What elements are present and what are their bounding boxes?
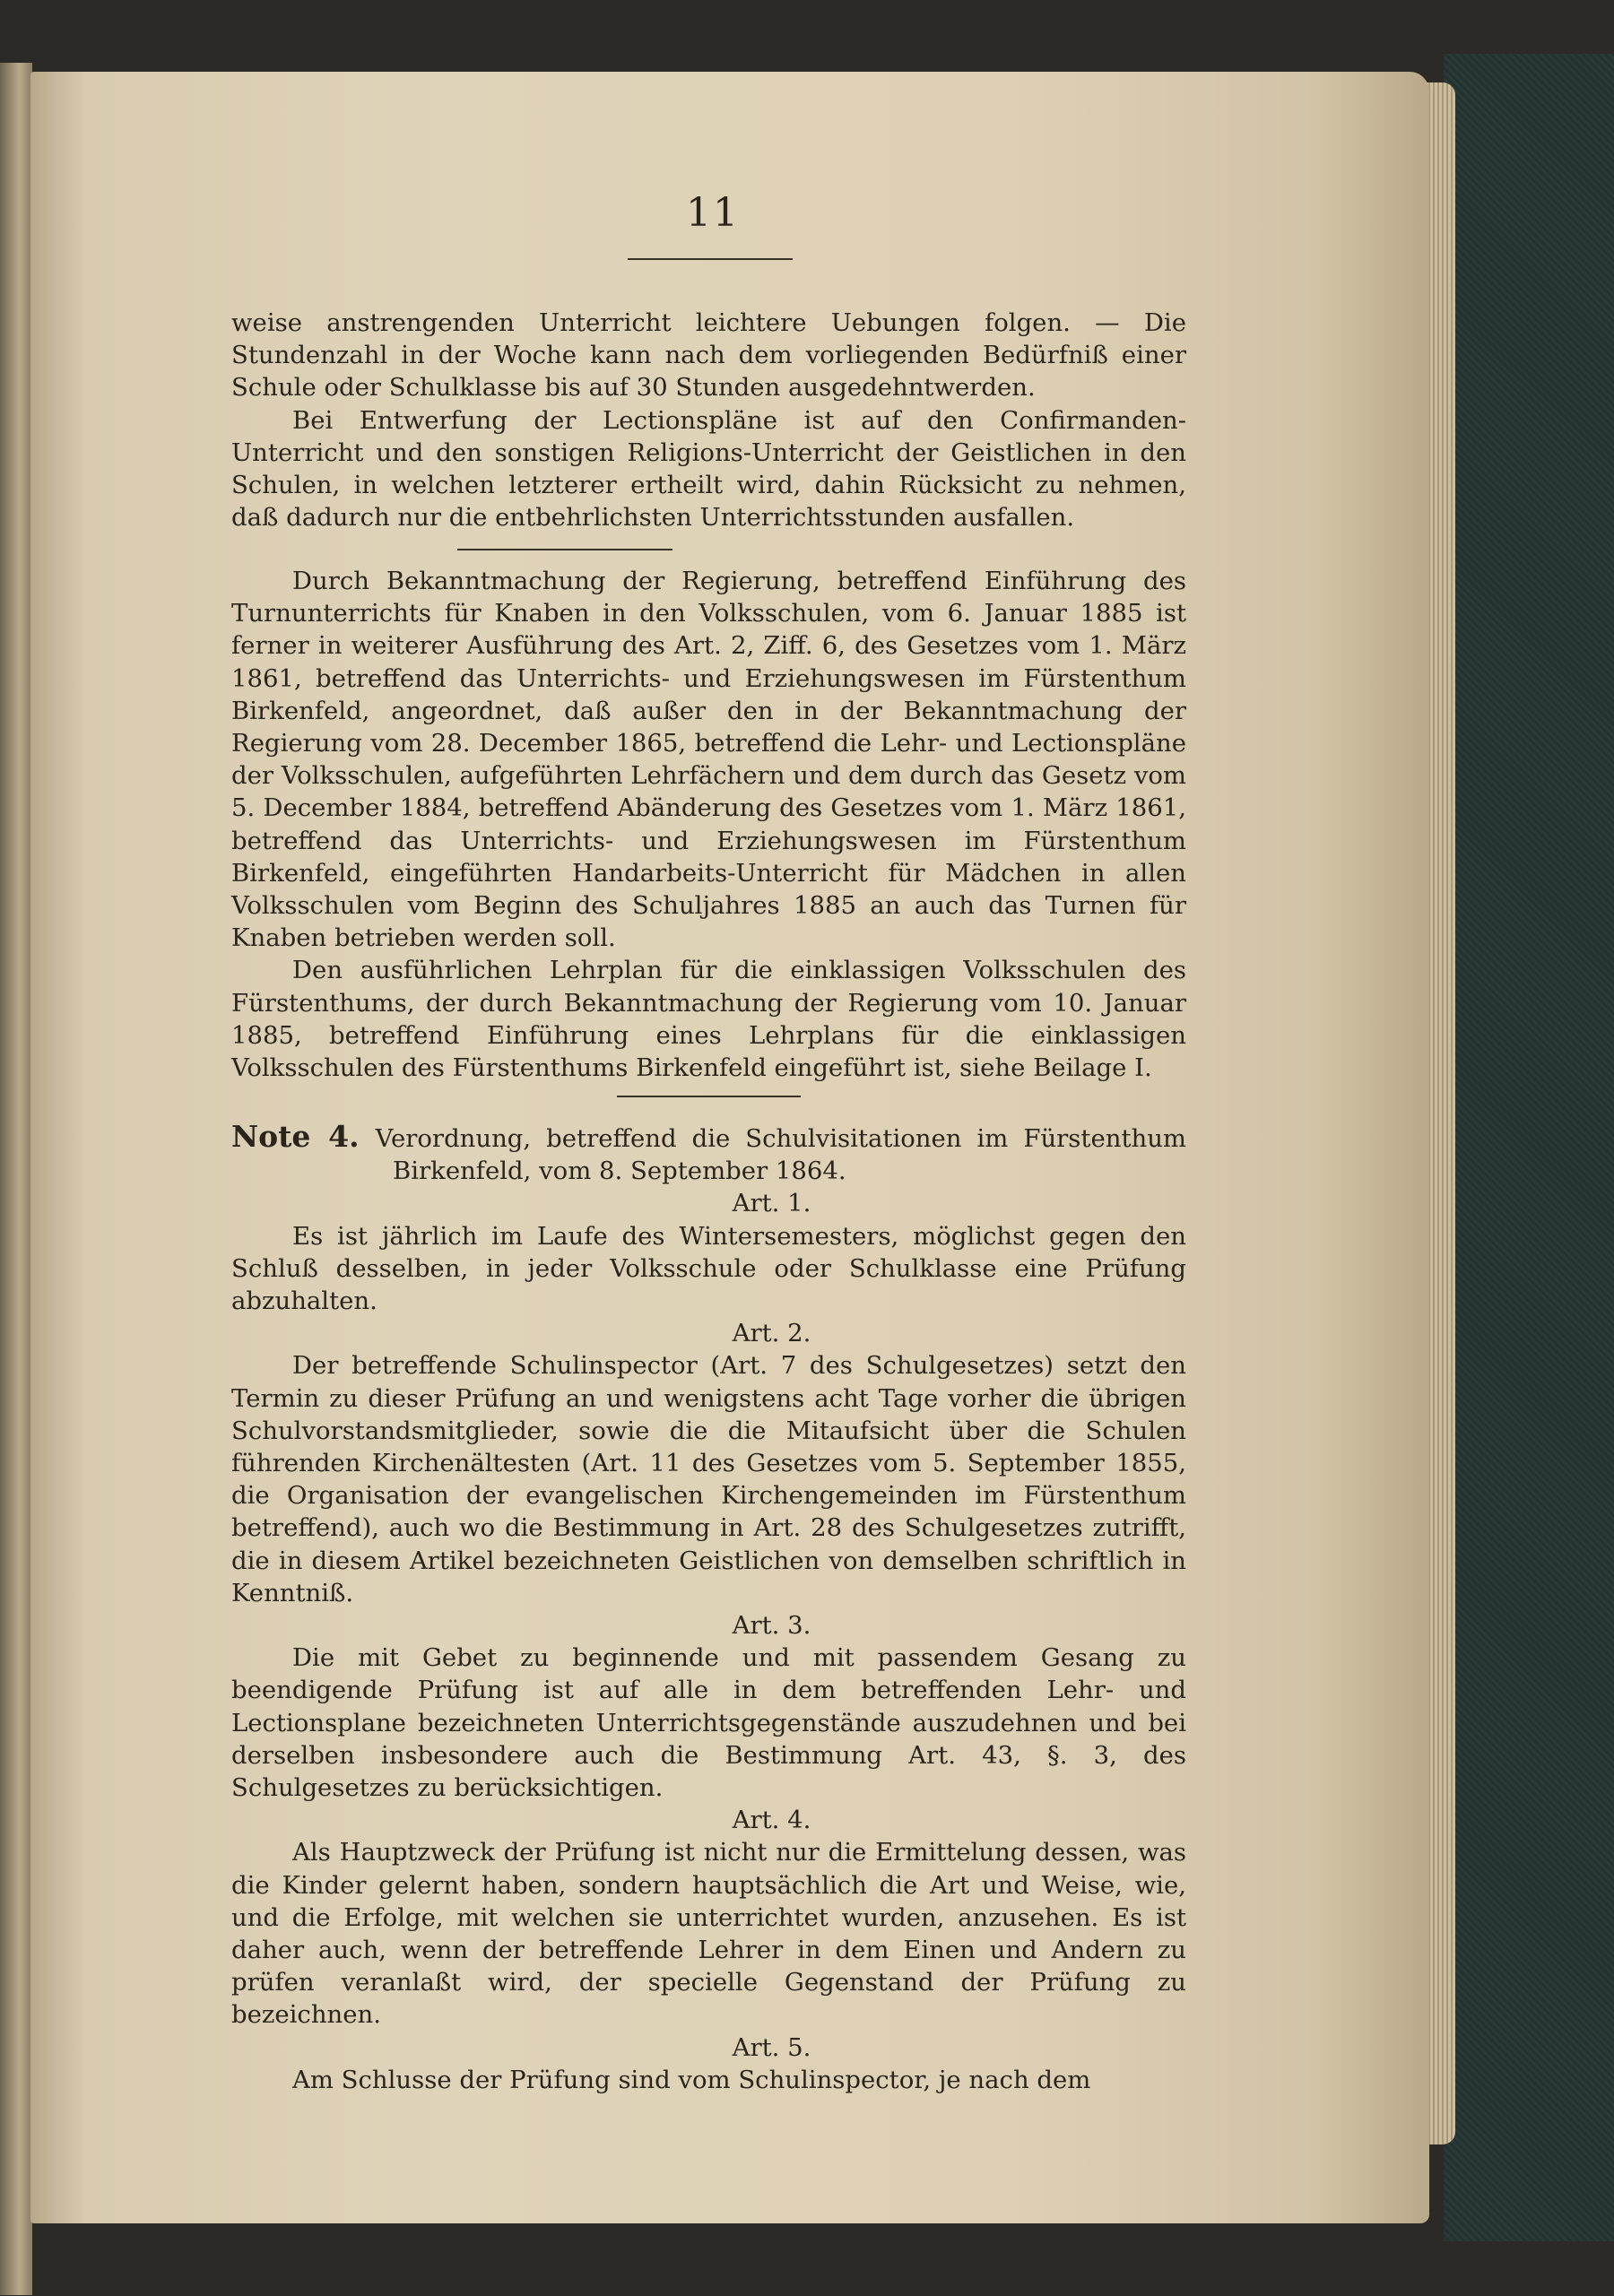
section-divider [457,549,672,550]
section-divider [617,1096,801,1097]
paragraph: Bei Entwerfung der Lectionspläne ist auf den Confirmanden-Unterricht und den sonstigen Religions-Unterricht der Geistlichen in den Schulen, in welchen letzterer ertheilt wird, dahin Rücksicht zu nehmen, daß dadurch nur die entbehrlichsten Unterrichtsstunden ausfallen. [231,405,1186,533]
paragraph: Durch Bekanntmachung der Regierung, betreffend Einführung des Turnunterrichts für Knaben in den Volksschulen, vom 6. Januar 1885 ist ferner in weiterer Ausführung des Art. 2, Ziff. 6, des Gesetzes vom 1. März 1861, betreffend das Unterrichts- und Erziehungswesen im Fürstenthum Birkenfeld, angeordnet, daß außer den in der Bekanntmachung der Regierung vom 28. December 1865, betreffend die Lehr- und Lectionspläne der Volksschulen, aufgeführten Lehrfächern und dem durch das Gesetz vom 5. December 1884, betreffend Abänderung des Gesetzes vom 1. März 1861, betreffend das Unterrichts- und Erziehungswesen im Fürstenthum Birkenfeld, eingeführten Handarbeits-Unterricht für Mädchen in allen Volksschulen vom Beginn des Schuljahres 1885 an auch das Turnen für Knaben betrieben werden soll. [231,567,1186,953]
note-heading [231,1121,1186,1187]
paragraph: weise anstrengenden Unterricht leichtere Uebungen folgen. — Die Stundenzahl in der Woche kann nach dem vorliegenden Bedürfniß einer Schule oder Schulklasse bis auf 30 Stunden ausgedehntwerden. [231,308,1186,403]
left-page-edge [0,63,32,2295]
book-cover [1444,54,1614,2241]
article-text: Es ist jährlich im Laufe des Wintersemesters, möglichst gegen den Schluß desselben, in jeder Volksschule oder Schulklasse eine Prüfung abzuhalten. [231,1221,1186,1316]
article-heading: Art. 3. [732,1611,811,1641]
text-block-1 [231,307,1186,533]
note-title: Verordnung, betreffend die Schulvisitationen im Fürstenthum Birkenfeld, vom 8. September 1864. [375,1124,1186,1186]
article-text: Am Schlusse der Prüfung sind vom Schulinspector, je nach dem [292,2065,1091,2094]
note-label: Note 4. [231,1119,360,1154]
article-heading: Art. 4. [732,1806,811,1835]
text-block-2 [231,565,1186,1084]
article-text: Der betreffende Schulinspector (Art. 7 des Schulgesetzes) setzt den Termin zu dieser Prüfung an und wenigstens acht Tage vorher die übrigen Schulvorstandsmitglieder, sowie die die Mitaufsicht über die Schulen führenden Kirchenältesten (Art. 11 des Gesetzes vom 5. September 1855, die Organisation der evangelischen Kirchengemeinden im Fürstenthum betreffend), auch wo die Bestimmung in Art. 28 des Schulgesetzes zutrifft, die in diesem Artikel bezeichneten Geistlichen von demselben schriftlich in Kenntniß. [231,1351,1186,1607]
article-text: Die mit Gebet zu beginnende und mit passendem Gesang zu beendigende Prüfung ist auf alle in dem betreffenden Lehr- und Lectionsplane bezeichneten Unterrichtsgegenstände auszudehnen und bei derselben insbesondere auch die Bestimmung Art. 43, §. 3, des Schulgesetzes zu berücksichtigen. [231,1643,1186,1803]
header-rule [628,258,793,260]
article-heading: Art. 2. [732,1319,811,1348]
page-number: 11 [686,190,740,236]
note-section [231,1121,1186,2096]
article-text: Als Hauptzweck der Prüfung ist nicht nur die Ermittelung dessen, was die Kinder gelernt haben, sondern hauptsächlich die Art und Weise, wie, und die Erfolge, mit welchen sie unterrichtet wurden, anzusehen. Es ist daher auch, wenn der betreffende Lehrer in dem Einen und Andern zu prüfen veranlaßt wird, der specielle Gegenstand der Prüfung zu bezeichnen. [231,1838,1186,2030]
article-heading: Art. 5. [732,2032,811,2062]
paragraph: Den ausführlichen Lehrplan für die einklassigen Volksschulen des Fürstenthums, der durch Bekanntmachung der Regierung vom 10. Januar 1885, betreffend Einführung eines Lehrplans für die einklassigen Volksschulen des Fürstenthums Birkenfeld eingeführt ist, siehe Beilage I. [231,956,1186,1083]
article-heading: Art. 1. [732,1189,811,1218]
